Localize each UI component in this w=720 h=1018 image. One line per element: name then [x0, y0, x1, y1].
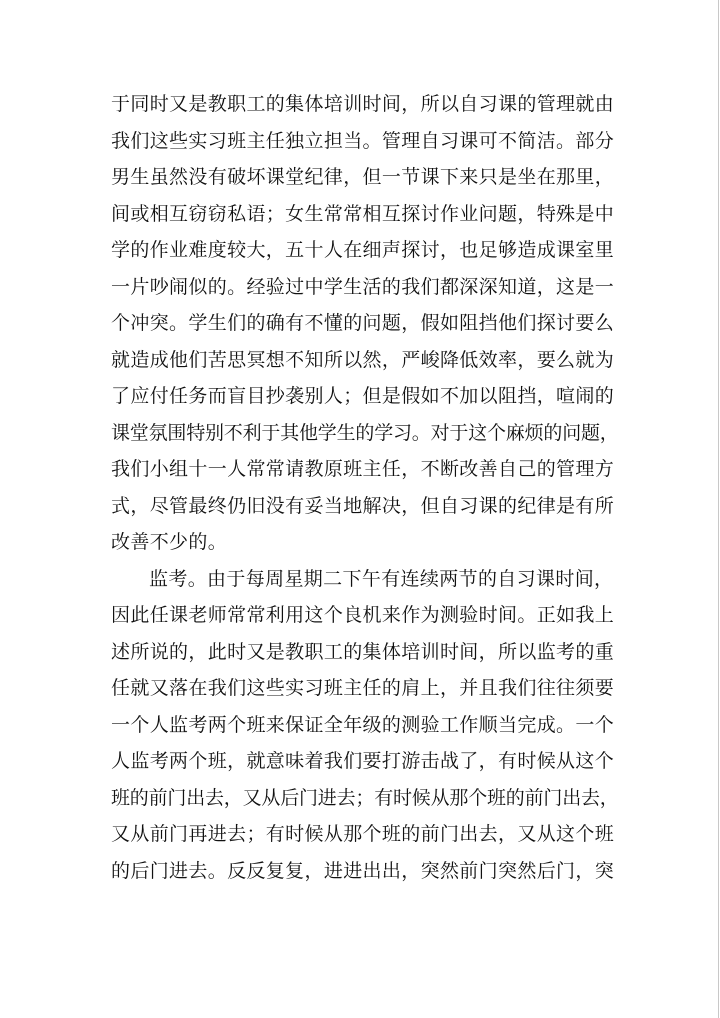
text-line: 班的前门出去，又从后门进去；有时候从那个班的前门出去，: [111, 786, 619, 809]
text-line: 人监考两个班，就意味着我们要打游击战了，有时候从这个: [111, 750, 615, 772]
text-line: 式，尽管最终仍旧没有妥当地解决，但自习课的纪律是有所: [111, 494, 615, 517]
text-line: 了应付任务而盲目抄袭别人；但是假如不加以阻挡，喧闹的: [111, 385, 615, 407]
text-line: 改善不少的。: [111, 531, 228, 553]
text-line: 我们这些实习班主任独立担当。管理自习课可不简洁。部分: [111, 129, 615, 152]
text-line: 学的作业难度较大，五十人在细声探讨，也足够造成课室里: [111, 239, 615, 261]
text-line: 课堂氛围特别不利于其他学生的学习。对于这个麻烦的问题，: [111, 421, 619, 444]
body-text: [111, 86, 619, 889]
text-line: 又从前门再进去；有时候从那个班的前门出去，又从这个班: [111, 823, 615, 845]
text-line: 男生虽然没有破坏课堂纪律，但一节课下来只是坐在那里，: [111, 166, 615, 188]
text-line: 因此任课老师常常利用这个良机来作为测验时间。正如我上: [111, 604, 615, 626]
text-line: 就造成他们苦思冥想不知所以然，严峻降低效率，要么就为: [111, 348, 615, 371]
text-line: 个冲突。学生们的确有不懂的问题，假如阻挡他们探讨要么: [111, 312, 615, 334]
text-line: 于同时又是教职工的集体培训时间，所以自习课的管理就由: [111, 93, 615, 115]
text-line: 一个人监考两个班来保证全年级的测验工作顺当完成。一个: [111, 713, 615, 736]
text-line: 我们小组十一人常常请教原班主任，不断改善自己的管理方: [111, 458, 615, 480]
text-line: 述所说的，此时又是教职工的集体培训时间，所以监考的重: [111, 640, 615, 663]
text-line: 一片吵闹似的。经验过中学生活的我们都深深知道，这是一: [111, 275, 615, 298]
paragraph-start-line: 监考。由于每周星期二下午有连续两节的自习课时间，: [149, 567, 614, 590]
text-line: 间或相互窃窃私语；女生常常相互探讨作业问题，特殊是中: [111, 202, 615, 225]
text-line: 任就又落在我们这些实习班主任的肩上，并且我们往往须要: [111, 677, 615, 699]
text-line: 的后门进去。反反复复，进进出出，突然前门突然后门，突: [111, 859, 615, 882]
